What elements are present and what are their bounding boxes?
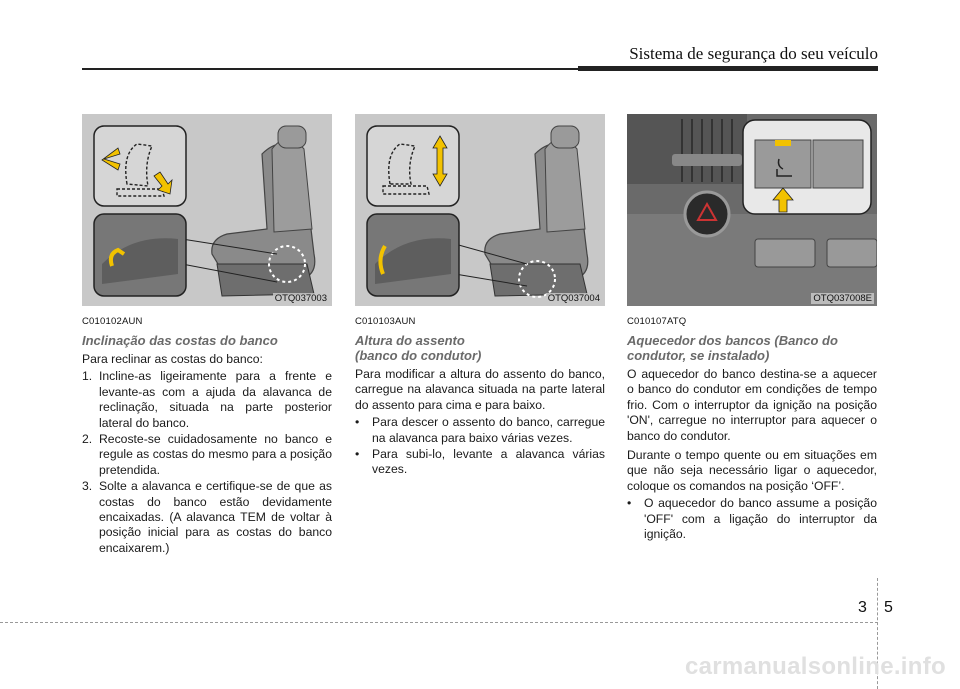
section-seatback-recline	[82, 114, 332, 557]
footer-rule	[0, 622, 878, 623]
page-number: 5	[884, 599, 893, 616]
seat-height-illustration	[355, 114, 605, 306]
steps-list	[82, 369, 332, 556]
section-code: C010107ATQ	[627, 316, 687, 327]
section-intro: Para modificar a altura do assento do banco, carregue na alavanca situada na parte lateral do assento para cima e para baixo.	[355, 367, 605, 412]
seat-recline-icon	[94, 126, 186, 206]
section-seat-heater	[627, 114, 877, 543]
section-title: Inclinação das costas do banco	[82, 333, 278, 348]
section-title: Altura do assento (banco do condutor)	[355, 333, 482, 363]
section-code: C010102AUN	[82, 316, 143, 327]
figure-caption: OTQ037003	[274, 293, 327, 304]
section-para: O aquecedor do banco destina-se a aquecer o banco do condutor em condições de tempo frio. Com o interruptor da ignição na posição 'ON', carregue no interruptor para aquecer o banco do condutor.	[627, 367, 877, 443]
figure-caption: OTQ037004	[547, 293, 600, 304]
bullet-list	[627, 496, 877, 542]
figure-caption: OTQ037008E	[813, 293, 872, 304]
section-title: Aquecedor dos bancos (Banco do condutor, se instalado)	[627, 333, 838, 363]
seat-heater-illustration	[627, 114, 877, 306]
list-item: 3. Solte a alavanca e certifique-se de que as costas do banco estão devidamente encaixadas. (A alavanca TEM de voltar à posição inicial para as costas do banco encaixarem.)	[82, 479, 332, 555]
list-item: 1. Incline-as ligeiramente para a frente e levante-as com a ajuda da alavanca de reclinação, situada na parte posterior lateral do banco.	[82, 369, 332, 430]
list-item: • Para descer o assento do banco, carregue na alavanca para baixo várias vezes.	[355, 415, 605, 445]
watermark: carmanualsonline.info	[684, 653, 946, 680]
figure-seatback-recline	[82, 114, 332, 306]
section-seat-height	[355, 114, 605, 479]
section-intro: Para reclinar as costas do banco:	[82, 352, 263, 366]
figure-seat-height	[355, 114, 605, 306]
bullet-list	[355, 415, 605, 478]
figure-seat-heater	[627, 114, 877, 306]
chapter-number: 3	[858, 599, 867, 616]
lever-detail-inset	[367, 214, 459, 296]
list-item: • O aquecedor do banco assume a posição 'OFF' com a ligação do interruptor da ignição.	[627, 496, 877, 542]
list-item: • Para subi-lo, levante a alavanca várias vezes.	[355, 447, 605, 477]
section-code: C010103AUN	[355, 316, 416, 327]
list-item: 2. Recoste-se cuidadosamente no banco e regule as costas do mesmo para a posição pretendida.	[82, 432, 332, 477]
seat-heater-icon	[743, 120, 871, 214]
section-para: Durante o tempo quente ou em situações em que não seja necessário ligar o aquecedor, coloque os comandos na posição ‘OFF’.	[627, 448, 877, 493]
header-title: Sistema de segurança do seu veículo	[629, 44, 878, 63]
header-rule	[82, 68, 878, 70]
lever-detail-inset	[94, 214, 186, 296]
seat-height-icon	[367, 126, 459, 206]
seat-recline-illustration	[82, 114, 332, 306]
